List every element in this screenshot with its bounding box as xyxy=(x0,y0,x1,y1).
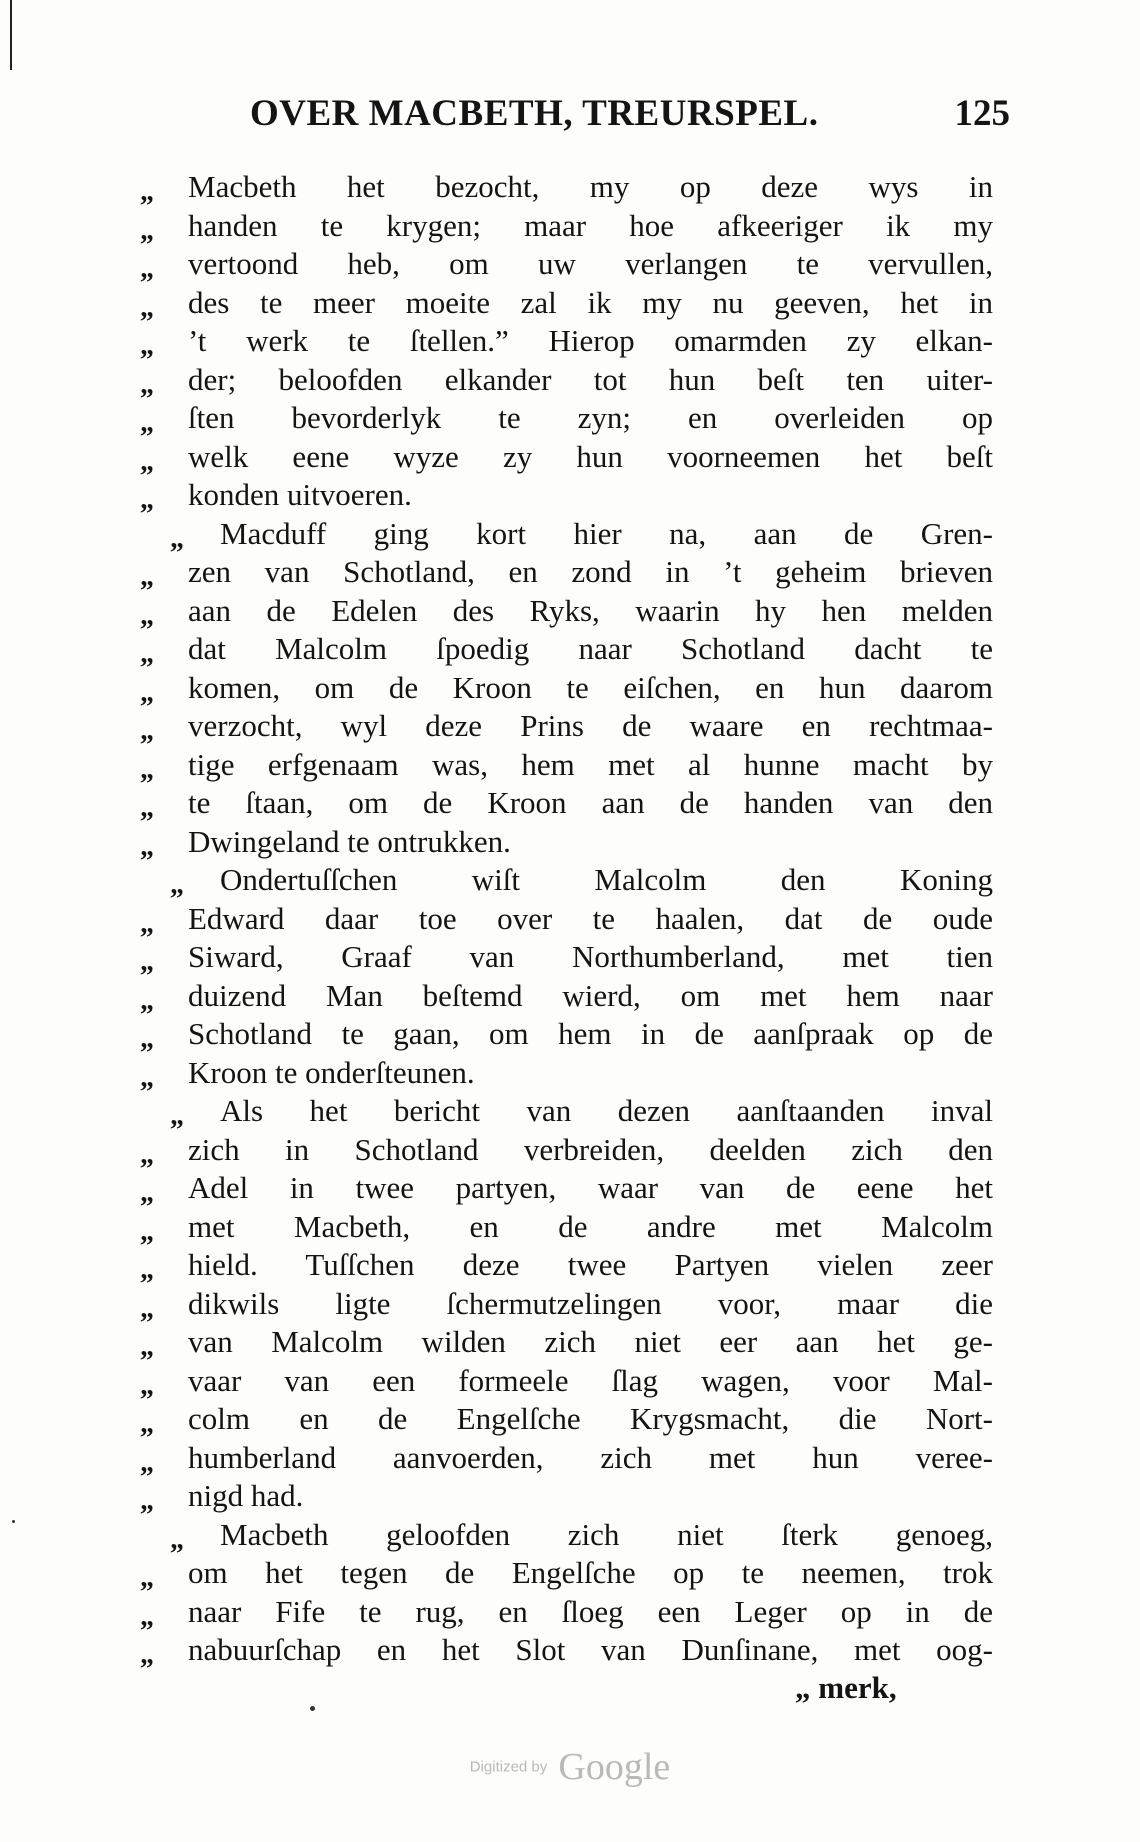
line-text: ’t werk te ſtellen.” Hierop omarmden zy elkan- xyxy=(188,323,993,358)
line-text: te ſtaan, om de Kroon aan de handen van den xyxy=(188,785,993,820)
text-line xyxy=(140,438,1000,477)
quote-mark: „ xyxy=(140,445,154,476)
watermark-brand: Google xyxy=(558,1746,671,1788)
text-line xyxy=(140,746,1000,785)
text-line xyxy=(140,1246,1000,1285)
text-line xyxy=(140,515,1000,554)
quote-mark: „ xyxy=(140,1562,154,1593)
quote-mark: „ xyxy=(140,1023,154,1054)
text-line xyxy=(140,245,1000,284)
quote-mark: „ xyxy=(140,214,154,245)
text-line xyxy=(140,977,1000,1016)
ink-speck xyxy=(310,1706,315,1711)
quote-mark: „ xyxy=(170,1523,184,1554)
text-line xyxy=(140,1631,1000,1670)
quote-mark: „ xyxy=(140,407,154,438)
quote-mark: „ xyxy=(140,638,154,669)
text-line xyxy=(140,1477,1000,1516)
line-text: Schotland te gaan, om hem in de aanſpraak op de xyxy=(188,1016,993,1051)
line-text: Macbeth het bezocht, my op deze wys in xyxy=(188,169,993,204)
text-line xyxy=(140,1554,1000,1593)
line-text: Adel in twee partyen, waar van de eene het xyxy=(188,1170,993,1205)
quote-mark: „ xyxy=(170,1100,184,1131)
quote-mark: „ xyxy=(140,1331,154,1362)
text-line xyxy=(140,823,1000,862)
quote-mark: „ xyxy=(140,946,154,977)
text-line xyxy=(140,1439,1000,1478)
line-text: Macduff ging kort hier na, aan de Gren- xyxy=(220,515,993,551)
quote-mark: „ xyxy=(170,522,184,553)
text-line xyxy=(140,168,1000,207)
quote-mark: „ xyxy=(140,1600,154,1631)
text-line xyxy=(140,361,1000,400)
line-text: Siward, Graaf van Northumberland, met tien xyxy=(188,939,993,974)
text-line xyxy=(140,861,1000,900)
line-text: nabuurſchap en het Slot van Dunſinane, met oog- xyxy=(188,1632,993,1667)
line-text: om het tegen de Engelſche op te neemen, trok xyxy=(188,1555,993,1590)
line-text: hield. Tuſſchen deze twee Partyen vielen zeer xyxy=(188,1247,993,1282)
text-line xyxy=(140,1362,1000,1401)
quote-mark: „ xyxy=(140,330,154,361)
quote-mark: „ xyxy=(140,1446,154,1477)
text-line xyxy=(140,553,1000,592)
quote-mark: „ xyxy=(140,1177,154,1208)
line-text: zen van Schotland, en zond in ’t geheim brieven xyxy=(188,554,993,589)
text-line xyxy=(140,1131,1000,1170)
body-text xyxy=(140,168,1000,1670)
line-text: humberland aanvoerden, zich met hun veree- xyxy=(188,1439,993,1475)
text-line xyxy=(140,707,1000,746)
line-text: nigd had. xyxy=(188,1478,304,1513)
quote-mark: „ xyxy=(140,1215,154,1246)
quote-mark: „ xyxy=(140,368,154,399)
quote-mark: „ xyxy=(140,792,154,823)
quote-mark: „ xyxy=(140,484,154,515)
line-text: Edward daar toe over te haalen, dat de oude xyxy=(188,900,993,936)
quote-mark: „ xyxy=(140,561,154,592)
text-line xyxy=(140,900,1000,939)
catchword: „ merk, xyxy=(795,1670,897,1705)
line-text: tige erfgenaam was, hem met al hunne macht by xyxy=(188,746,993,782)
line-text: welk eene wyze zy hun voorneemen het beſt xyxy=(188,438,993,474)
line-text: handen te krygen; maar hoe afkeeriger ik my xyxy=(188,207,993,243)
quote-mark: „ xyxy=(140,1292,154,1323)
quote-mark: „ xyxy=(140,830,154,861)
quote-mark: „ xyxy=(140,1138,154,1169)
watermark-prefix: Digitized by xyxy=(469,1758,548,1776)
quote-mark: „ xyxy=(140,984,154,1015)
line-text: aan de Edelen des Ryks, waarin hy hen melden xyxy=(188,592,993,628)
text-line xyxy=(140,592,1000,631)
page-header xyxy=(250,92,1010,140)
quote-mark: „ xyxy=(140,907,154,938)
quote-mark: „ xyxy=(140,291,154,322)
text-line xyxy=(140,322,1000,361)
text-line xyxy=(140,630,1000,669)
quote-mark: „ xyxy=(140,176,154,207)
line-text: met Macbeth, en de andre met Malcolm xyxy=(188,1208,993,1244)
line-text: vertoond heb, om uw verlangen te vervullen, xyxy=(188,246,993,281)
text-line xyxy=(140,1054,1000,1093)
quote-mark: „ xyxy=(140,599,154,630)
text-line xyxy=(140,1208,1000,1247)
quote-mark: „ xyxy=(170,869,184,900)
text-line xyxy=(140,1593,1000,1632)
line-text: van Malcolm wilden zich niet eer aan het ge- xyxy=(188,1324,993,1359)
page-edge-line xyxy=(10,0,12,70)
line-text: der; beloofden elkander tot hun beſt ten uiter- xyxy=(188,361,993,397)
line-text: verzocht, wyl deze Prins de waare en rechtmaa- xyxy=(188,708,993,743)
quote-mark: „ xyxy=(140,715,154,746)
text-line xyxy=(140,1285,1000,1324)
page-number: 125 xyxy=(954,93,1010,134)
text-line xyxy=(140,784,1000,823)
line-text: des te meer moeite zal ik my nu geeven, het in xyxy=(188,284,993,320)
line-text: dat Malcolm ſpoedig naar Schotland dacht te xyxy=(188,631,993,666)
line-text: naar Fife te rug, en ſloeg een Leger op in de xyxy=(188,1593,993,1629)
text-line xyxy=(140,1169,1000,1208)
line-text: Kroon te onderſteunen. xyxy=(188,1054,475,1090)
quote-mark: „ xyxy=(140,753,154,784)
line-text: konden uitvoeren. xyxy=(188,477,412,512)
line-text: Macbeth geloofden zich niet ſterk genoeg, xyxy=(220,1516,993,1552)
text-line xyxy=(140,476,1000,515)
line-text: zich in Schotland verbreiden, deelden zich den xyxy=(188,1131,993,1167)
quote-mark: „ xyxy=(140,1485,154,1516)
text-line xyxy=(140,1516,1000,1555)
text-line xyxy=(140,669,1000,708)
line-text: dikwils ligte ſchermutzelingen voor, maar die xyxy=(188,1285,993,1321)
quote-mark: „ xyxy=(140,1254,154,1285)
text-line xyxy=(140,284,1000,323)
running-head: OVER MACBETH, TREURSPEL. xyxy=(250,93,819,134)
quote-mark: „ xyxy=(140,1639,154,1670)
digitized-watermark xyxy=(0,1745,1140,1789)
text-line xyxy=(140,1323,1000,1362)
line-text: Als het bericht van dezen aanſtaanden inval xyxy=(220,1093,993,1128)
text-line xyxy=(140,399,1000,438)
text-line xyxy=(140,207,1000,246)
line-text: ſten bevorderlyk te zyn; en overleiden op xyxy=(188,400,993,435)
text-line xyxy=(140,1400,1000,1439)
line-text: komen, om de Kroon te eiſchen, en hun daarom xyxy=(188,669,993,705)
quote-mark: „ xyxy=(140,676,154,707)
line-text: Ondertuſſchen wiſt Malcolm den Koning xyxy=(220,862,993,897)
text-line xyxy=(140,1092,1000,1131)
quote-mark: „ xyxy=(140,1369,154,1400)
line-text: duizend Man beſtemd wierd, om met hem naar xyxy=(188,977,993,1013)
ink-speck xyxy=(12,1520,15,1523)
text-line xyxy=(140,1015,1000,1054)
line-text: Dwingeland te ontrukken. xyxy=(188,823,511,859)
quote-mark: „ xyxy=(140,253,154,284)
line-text: vaar van een formeele ſlag wagen, voor Mal- xyxy=(188,1362,993,1398)
quote-mark: „ xyxy=(140,1408,154,1439)
text-line xyxy=(140,938,1000,977)
quote-mark: „ xyxy=(140,1061,154,1092)
line-text: colm en de Engelſche Krygsmacht, die Nort- xyxy=(188,1401,993,1436)
